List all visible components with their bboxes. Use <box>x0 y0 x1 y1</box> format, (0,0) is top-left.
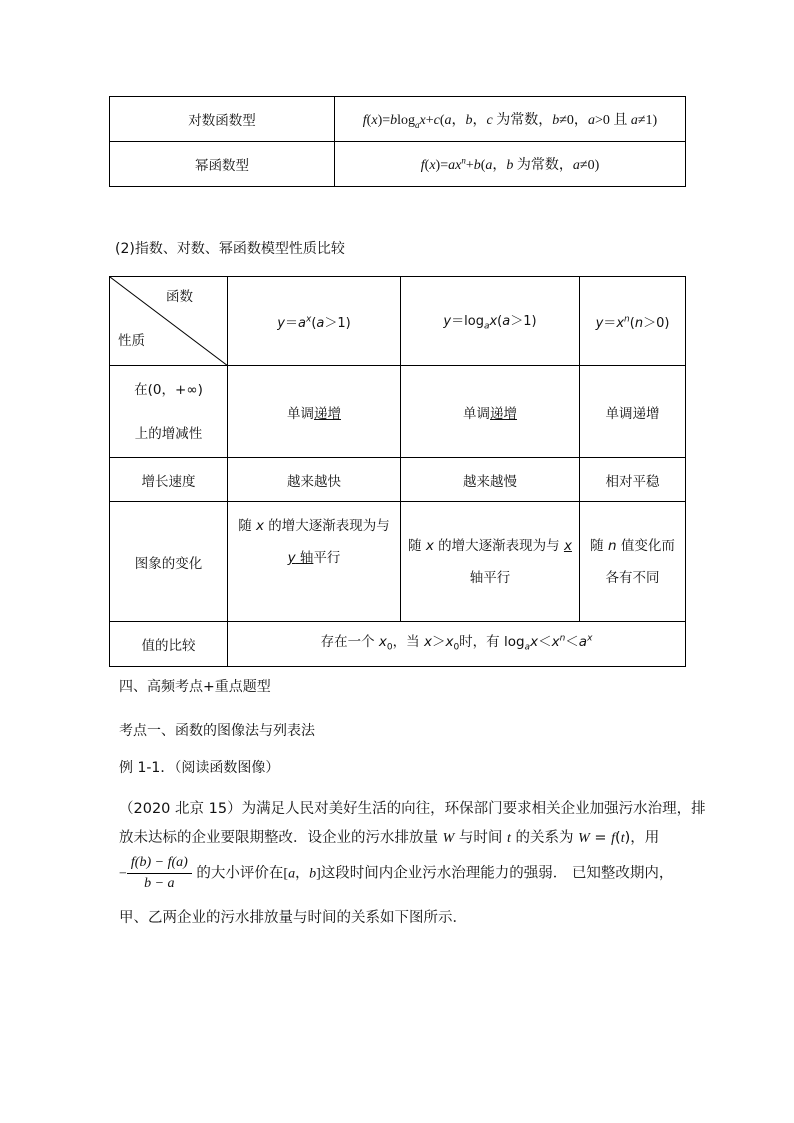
section2-title: (2)指数、对数、幂函数模型性质比较 <box>115 241 345 257</box>
problem-line3: − $\frac{f(b) - f(a)}{b - a}$ 的大小评价在[a，b]这段时间内企业污水治理能力的强弱． 已知整改期内， <box>119 855 674 891</box>
log-model-label: 对数函数型 <box>110 97 335 142</box>
compare-value: 存在一个 $x_0$，当 $x>x_0$时，有 $\log_ax<x^n<a^x$ <box>228 622 686 667</box>
rate-fraction: $\frac{f(b) - f(a)}{b - a}$ <box>127 855 192 892</box>
monotonic-logarithmic: 单调递增 <box>401 366 580 458</box>
section4-heading: 四、高频考点+重点题型 <box>119 679 271 695</box>
row-growth-label: 增长速度 <box>110 458 228 502</box>
power-model-label: 幂函数型 <box>110 142 335 187</box>
log-model-formula-text: f(x)=blog$_a$x+c(a，b，c 为常数，b≠0，a>0 且 a≠1) <box>362 112 658 130</box>
row-monotonic-label <box>110 366 228 458</box>
example-title: 例 1-1．（阅读函数图像） <box>119 760 280 776</box>
graph-power: 随 n 值变化而 各有不同 <box>580 502 686 622</box>
power-model-formula-text: $f(x)=ax^n+b(a$，b 为常数，a≠0) <box>420 155 600 173</box>
growth-power: 相对平稳 <box>580 458 686 502</box>
row-monotonic-label-a: 在(0，+∞) <box>134 381 203 398</box>
topic1-title: 考点一、函数的图像法与列表法 <box>119 723 315 739</box>
corner-bottom-label: 性质 <box>118 333 145 349</box>
header-exponential: $y=a^x(a>1)$ <box>228 277 401 366</box>
row-graph-label: 图象的变化 <box>110 502 228 622</box>
monotonic-exponential: 单调递增 <box>228 366 401 458</box>
monotonic-power: 单调递增 <box>580 366 686 458</box>
growth-logarithmic: 越来越慢 <box>401 458 580 502</box>
graph-logarithmic: 随 x 的增大逐渐表现为与 x 轴平行 <box>401 502 580 622</box>
header-power: $y=x^n(n>0)$ <box>580 277 686 366</box>
row-monotonic-label-b: 上的增减性 <box>134 425 203 442</box>
corner-header <box>110 277 228 366</box>
growth-exponential: 越来越快 <box>228 458 401 502</box>
header-logarithmic: $y=\log_ax(a>1)$ <box>401 277 580 366</box>
power-model-formula <box>335 142 686 187</box>
problem-line1: （2020 北京 15）为满足人民对美好生活的向往，环保部门要求相关企业加强污水治理，排 <box>119 801 706 817</box>
row-compare-label: 值的比较 <box>110 622 228 667</box>
log-model-formula <box>335 97 686 142</box>
problem-line4: 甲、乙两企业的污水排放量与时间的关系如下图所示． <box>119 910 467 926</box>
comparison-table <box>109 276 686 667</box>
corner-top-label: 函数 <box>166 289 193 305</box>
model-table <box>109 96 686 187</box>
graph-exponential: 随 x 的增大逐渐表现为与 y 轴平行 <box>228 502 401 622</box>
problem-line2: 放未达标的企业要限期整改．设企业的污水排放量 W 与时间 t 的关系为 W = f(t)，用 <box>119 830 660 846</box>
